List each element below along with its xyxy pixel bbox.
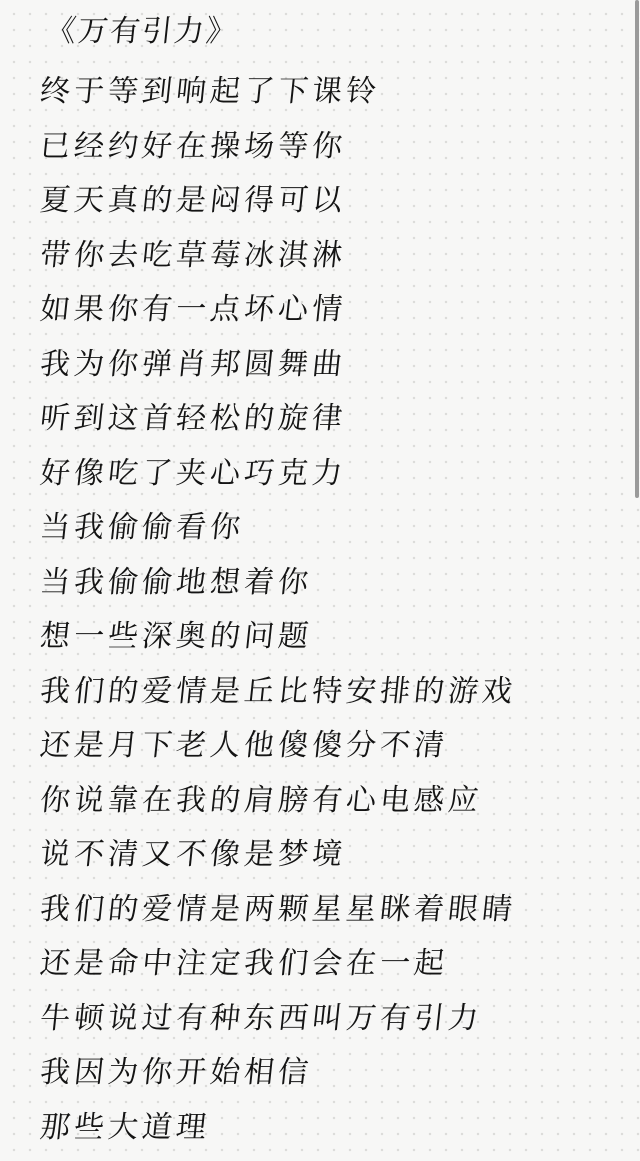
lyric-line: 当我偷偷地想着你 <box>38 564 314 600</box>
lyric-line: 那些大道理 <box>38 1109 212 1145</box>
lyric-line: 我因为你开始相信 <box>38 1055 314 1090</box>
lyric-line: 夏天真的是闷得可以 <box>38 183 348 218</box>
lyric-line: 还是月下老人他傻傻分不清 <box>38 728 450 763</box>
lyric-line: 终于等到响起了下课铃 <box>38 74 382 109</box>
lyrics-lines <box>40 65 516 1155</box>
scrollbar-thumb[interactable] <box>635 0 639 498</box>
lyric-line: 还是命中注定我们会在一起 <box>38 946 450 981</box>
lyric-line: 好像吃了夹心巧克力 <box>38 455 348 491</box>
lyric-line: 你说靠在我的肩膀有心电感应 <box>38 782 484 818</box>
lyric-line: 我们的爱情是两颗星星眯着眼睛 <box>38 891 518 927</box>
lyric-line: 听到这首轻松的旋律 <box>38 401 348 436</box>
lyric-line: 我为你弹肖邦圆舞曲 <box>38 346 348 382</box>
lyric-line: 已经约好在操场等你 <box>38 128 348 164</box>
lyric-line: 如果你有一点坏心情 <box>38 292 348 327</box>
lyric-line: 带你去吃草莓冰淇淋 <box>38 237 348 273</box>
lyric-line: 牛顿说过有种东西叫万有引力 <box>38 1000 484 1036</box>
lyric-line: 当我偷偷看你 <box>38 510 246 545</box>
lyric-line: 说不清又不像是梦境 <box>38 837 348 872</box>
lyric-line: 想一些深奥的问题 <box>38 619 314 654</box>
lyric-line: 我们的爱情是丘比特安排的游戏 <box>38 673 518 709</box>
lyrics-title: 《万有引力》 <box>44 14 240 49</box>
